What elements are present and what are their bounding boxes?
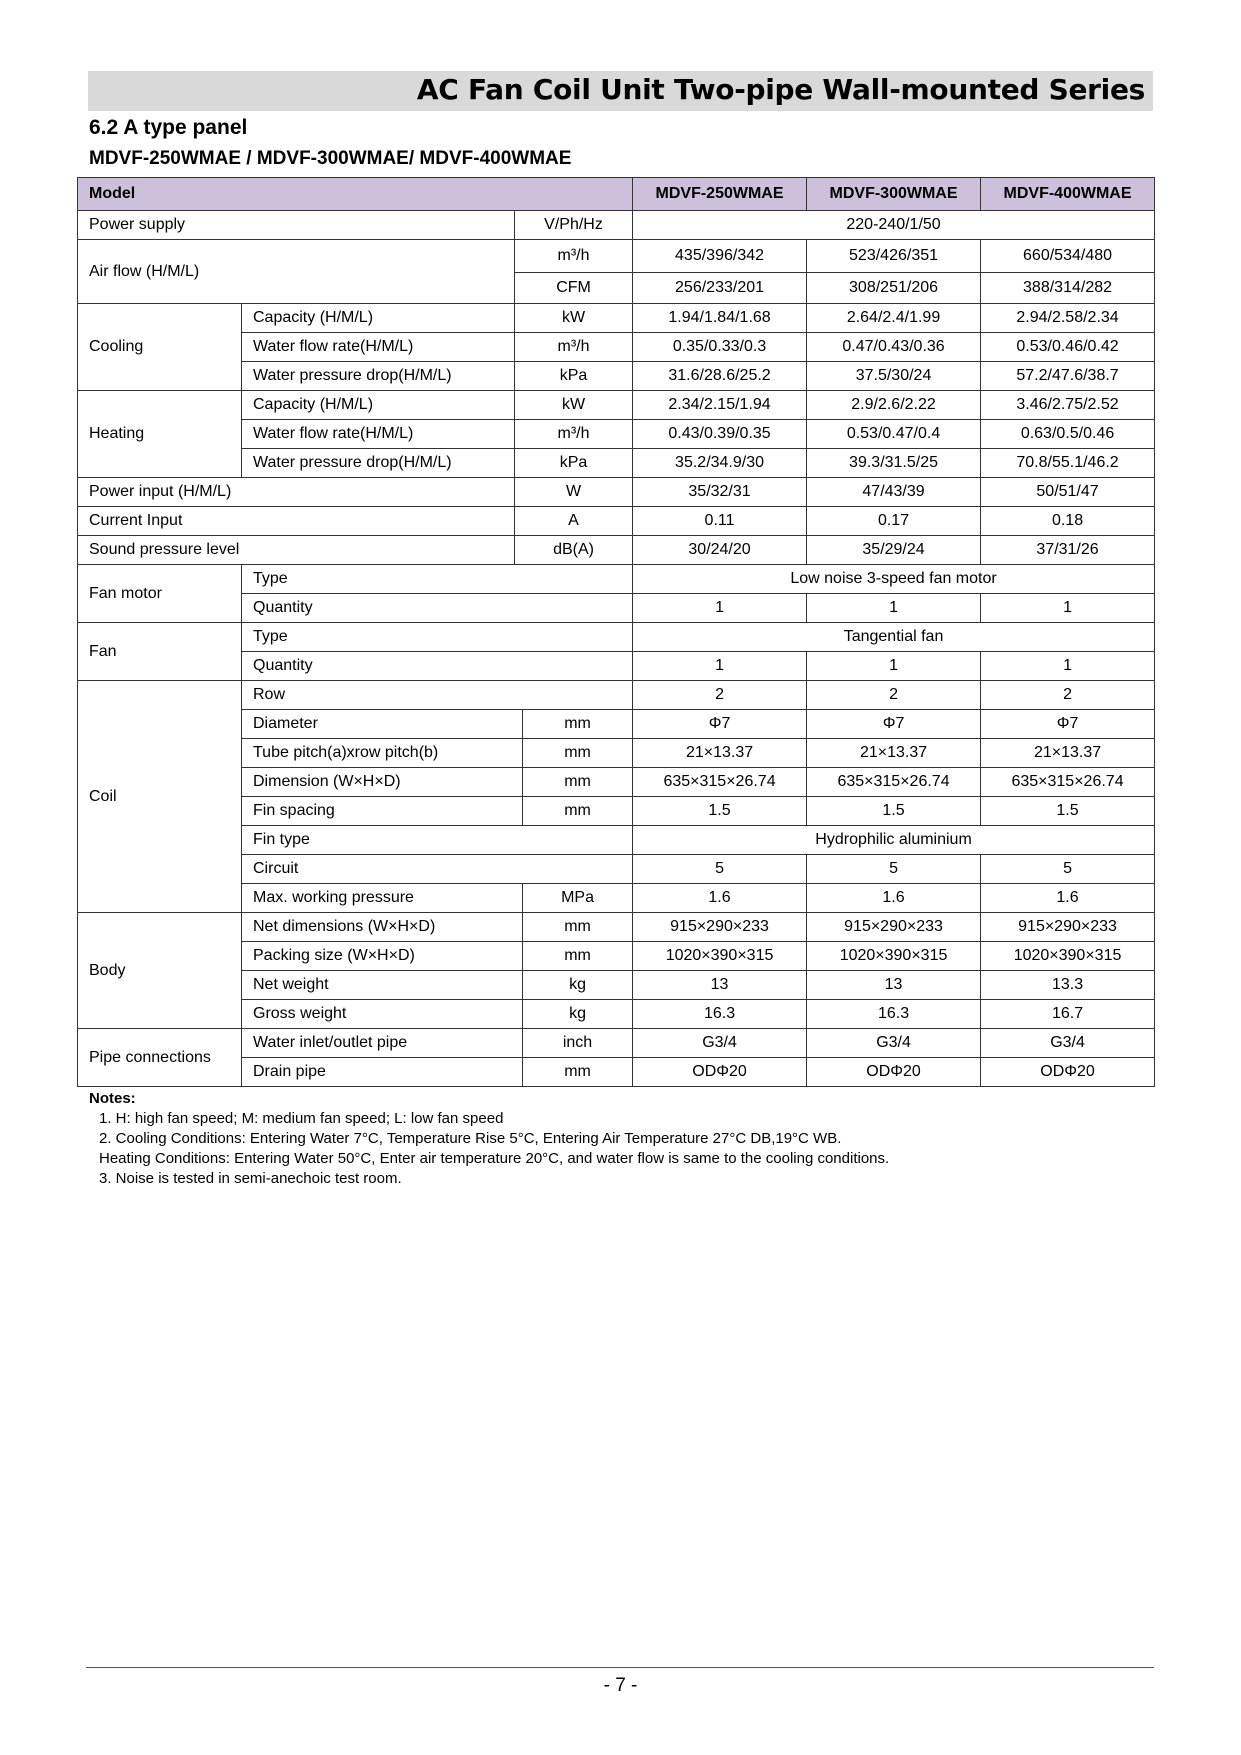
group-label: Fan: [78, 623, 242, 681]
row-label: Net dimensions (W×H×D): [242, 913, 523, 942]
cell-value: 35/32/31: [633, 478, 807, 507]
row-label: Net weight: [242, 971, 523, 1000]
cell-value: 21×13.37: [633, 739, 807, 768]
row-unit: kPa: [515, 362, 633, 391]
table-row: [78, 913, 1155, 942]
table-row: [78, 1029, 1155, 1058]
cell-value: 13.3: [981, 971, 1155, 1000]
row-label: Gross weight: [242, 1000, 523, 1029]
cell-value: 308/251/206: [807, 273, 981, 304]
row-label: Water flow rate(H/M/L): [242, 420, 515, 449]
cell-value: G3/4: [981, 1029, 1155, 1058]
cell-value: 2.9/2.6/2.22: [807, 391, 981, 420]
cell-value: 2: [633, 681, 807, 710]
cell-value: 0.63/0.5/0.46: [981, 420, 1155, 449]
cell-value: 660/534/480: [981, 240, 1155, 273]
row-unit: mm: [523, 1058, 633, 1087]
cell-value: 256/233/201: [633, 273, 807, 304]
group-label: Heating: [78, 391, 242, 478]
cell-value: 635×315×26.74: [981, 768, 1155, 797]
cell-value: 21×13.37: [981, 739, 1155, 768]
row-unit: V/Ph/Hz: [515, 211, 633, 240]
cell-value: ODΦ20: [807, 1058, 981, 1087]
table-row: [78, 391, 1155, 420]
row-label: Packing size (W×H×D): [242, 942, 523, 971]
document-title: AC Fan Coil Unit Two-pipe Wall-mounted Series: [416, 73, 1145, 106]
row-label: Type: [242, 565, 633, 594]
group-label: Coil: [78, 681, 242, 913]
cell-value: 1: [981, 594, 1155, 623]
table-row: [78, 478, 1155, 507]
cell-value: 30/24/20: [633, 536, 807, 565]
row-label: Max. working pressure: [242, 884, 523, 913]
model-header-3: MDVF-400WMAE: [981, 178, 1155, 211]
cell-value: 70.8/55.1/46.2: [981, 449, 1155, 478]
row-label: Water pressure drop(H/M/L): [242, 362, 515, 391]
cell-value: 1.6: [807, 884, 981, 913]
cell-value: 2: [981, 681, 1155, 710]
cell-value: 2.94/2.58/2.34: [981, 304, 1155, 333]
cell-value: 1.6: [981, 884, 1155, 913]
cell-value: 3.46/2.75/2.52: [981, 391, 1155, 420]
cell-value: 2.64/2.4/1.99: [807, 304, 981, 333]
row-label: Capacity (H/M/L): [242, 304, 515, 333]
cell-value: 1.6: [633, 884, 807, 913]
cell-value: ODΦ20: [981, 1058, 1155, 1087]
cell-value: 21×13.37: [807, 739, 981, 768]
cell-value: 388/314/282: [981, 273, 1155, 304]
header-bar: [88, 71, 1153, 111]
table-row: [78, 536, 1155, 565]
cell-value: 1.94/1.84/1.68: [633, 304, 807, 333]
cell-value: 1: [981, 652, 1155, 681]
row-unit: mm: [523, 942, 633, 971]
model-header-label: Model: [78, 178, 633, 211]
row-label: Water pressure drop(H/M/L): [242, 449, 515, 478]
row-label: Capacity (H/M/L): [242, 391, 515, 420]
cell-value: 0.47/0.43/0.36: [807, 333, 981, 362]
row-unit: MPa: [523, 884, 633, 913]
row-unit: mm: [523, 913, 633, 942]
cell-value: 1: [807, 594, 981, 623]
cell-value: 1.5: [807, 797, 981, 826]
footer-divider: [86, 1667, 1154, 1668]
cell-value: 47/43/39: [807, 478, 981, 507]
row-unit: mm: [523, 710, 633, 739]
cell-value: 0.11: [633, 507, 807, 536]
cell-value: 523/426/351: [807, 240, 981, 273]
cell-value: 0.18: [981, 507, 1155, 536]
group-label: Pipe connections: [78, 1029, 242, 1087]
cell-value: 635×315×26.74: [633, 768, 807, 797]
row-unit: kg: [523, 1000, 633, 1029]
row-unit: dB(A): [515, 536, 633, 565]
cell-value: 1: [807, 652, 981, 681]
cell-value: Φ7: [633, 710, 807, 739]
notes-block: [89, 1089, 889, 1189]
cell-value: 915×290×233: [633, 913, 807, 942]
row-unit: m³/h: [515, 333, 633, 362]
cell-value: Φ7: [807, 710, 981, 739]
group-label: Fan motor: [78, 565, 242, 623]
cell-value: 1020×390×315: [807, 942, 981, 971]
specification-table: [77, 177, 1155, 1087]
row-label: Sound pressure level: [78, 536, 515, 565]
row-value: Low noise 3-speed fan motor: [633, 565, 1155, 594]
row-label: Air flow (H/M/L): [78, 240, 515, 304]
row-unit: kW: [515, 391, 633, 420]
table-row: [78, 304, 1155, 333]
row-label: Row: [242, 681, 633, 710]
cell-value: 31.6/28.6/25.2: [633, 362, 807, 391]
row-label: Fin type: [242, 826, 633, 855]
cell-value: 5: [633, 855, 807, 884]
cell-value: 39.3/31.5/25: [807, 449, 981, 478]
table-row: [78, 681, 1155, 710]
cell-value: 2.34/2.15/1.94: [633, 391, 807, 420]
model-list-heading: MDVF-250WMAE / MDVF-300WMAE/ MDVF-400WMAE: [89, 148, 572, 169]
cell-value: 13: [633, 971, 807, 1000]
note-line: 1. H: high fan speed; M: medium fan speed; L: low fan speed: [99, 1110, 504, 1127]
group-label: Body: [78, 913, 242, 1029]
row-label: Quantity: [242, 652, 633, 681]
row-unit: CFM: [515, 273, 633, 304]
cell-value: 37.5/30/24: [807, 362, 981, 391]
cell-value: 0.53/0.46/0.42: [981, 333, 1155, 362]
row-value: 220-240/1/50: [633, 211, 1155, 240]
cell-value: 1.5: [633, 797, 807, 826]
row-unit: m³/h: [515, 420, 633, 449]
cell-value: 1.5: [981, 797, 1155, 826]
row-unit: mm: [523, 797, 633, 826]
cell-value: 13: [807, 971, 981, 1000]
table-row: [78, 623, 1155, 652]
row-label: Circuit: [242, 855, 633, 884]
cell-value: 1: [633, 594, 807, 623]
row-unit: m³/h: [515, 240, 633, 273]
table-row: [78, 240, 1155, 273]
cell-value: 35.2/34.9/30: [633, 449, 807, 478]
row-value: Tangential fan: [633, 623, 1155, 652]
cell-value: Φ7: [981, 710, 1155, 739]
cell-value: 35/29/24: [807, 536, 981, 565]
cell-value: 5: [807, 855, 981, 884]
note-line: 3. Noise is tested in semi-anechoic test room.: [99, 1170, 402, 1187]
row-unit: mm: [523, 739, 633, 768]
row-label: Water flow rate(H/M/L): [242, 333, 515, 362]
cell-value: 37/31/26: [981, 536, 1155, 565]
row-label: Drain pipe: [242, 1058, 523, 1087]
cell-value: 16.7: [981, 1000, 1155, 1029]
model-header-1: MDVF-250WMAE: [633, 178, 807, 211]
model-header-2: MDVF-300WMAE: [807, 178, 981, 211]
cell-value: 16.3: [633, 1000, 807, 1029]
cell-value: G3/4: [633, 1029, 807, 1058]
cell-value: 57.2/47.6/38.7: [981, 362, 1155, 391]
cell-value: 915×290×233: [807, 913, 981, 942]
cell-value: 5: [981, 855, 1155, 884]
section-title: 6.2 A type panel: [89, 116, 248, 139]
group-label: Cooling: [78, 304, 242, 391]
table-row: [78, 507, 1155, 536]
row-unit: kW: [515, 304, 633, 333]
row-value: Hydrophilic aluminium: [633, 826, 1155, 855]
cell-value: 915×290×233: [981, 913, 1155, 942]
notes-title: Notes:: [89, 1090, 136, 1107]
cell-value: G3/4: [807, 1029, 981, 1058]
note-line: 2. Cooling Conditions: Entering Water 7°C, Temperature Rise 5°C, Entering Air Temperature 27°C DB,19°C WB.: [99, 1130, 842, 1147]
row-label: Dimension (W×H×D): [242, 768, 523, 797]
table-header-row: [78, 178, 1155, 211]
cell-value: 435/396/342: [633, 240, 807, 273]
row-unit: A: [515, 507, 633, 536]
cell-value: ODΦ20: [633, 1058, 807, 1087]
cell-value: 1020×390×315: [633, 942, 807, 971]
cell-value: 1020×390×315: [981, 942, 1155, 971]
cell-value: 1: [633, 652, 807, 681]
row-label: Diameter: [242, 710, 523, 739]
row-unit: W: [515, 478, 633, 507]
row-unit: inch: [523, 1029, 633, 1058]
row-label: Quantity: [242, 594, 633, 623]
row-label: Fin spacing: [242, 797, 523, 826]
cell-value: 50/51/47: [981, 478, 1155, 507]
row-unit: kPa: [515, 449, 633, 478]
row-label: Power input (H/M/L): [78, 478, 515, 507]
table-row: [78, 211, 1155, 240]
row-label: Type: [242, 623, 633, 652]
cell-value: 0.17: [807, 507, 981, 536]
row-label: Current Input: [78, 507, 515, 536]
cell-value: 16.3: [807, 1000, 981, 1029]
cell-value: 635×315×26.74: [807, 768, 981, 797]
row-unit: kg: [523, 971, 633, 1000]
row-label: Water inlet/outlet pipe: [242, 1029, 523, 1058]
table-row: [78, 565, 1155, 594]
row-label: Tube pitch(a)xrow pitch(b): [242, 739, 523, 768]
cell-value: 0.53/0.47/0.4: [807, 420, 981, 449]
cell-value: 0.35/0.33/0.3: [633, 333, 807, 362]
page-number: - 7 -: [603, 1675, 638, 1696]
cell-value: 2: [807, 681, 981, 710]
row-unit: mm: [523, 768, 633, 797]
cell-value: 0.43/0.39/0.35: [633, 420, 807, 449]
row-label: Power supply: [78, 211, 515, 240]
note-line: Heating Conditions: Entering Water 50°C, Enter air temperature 20°C, and water flow is same to the cooling conditions.: [99, 1150, 890, 1167]
